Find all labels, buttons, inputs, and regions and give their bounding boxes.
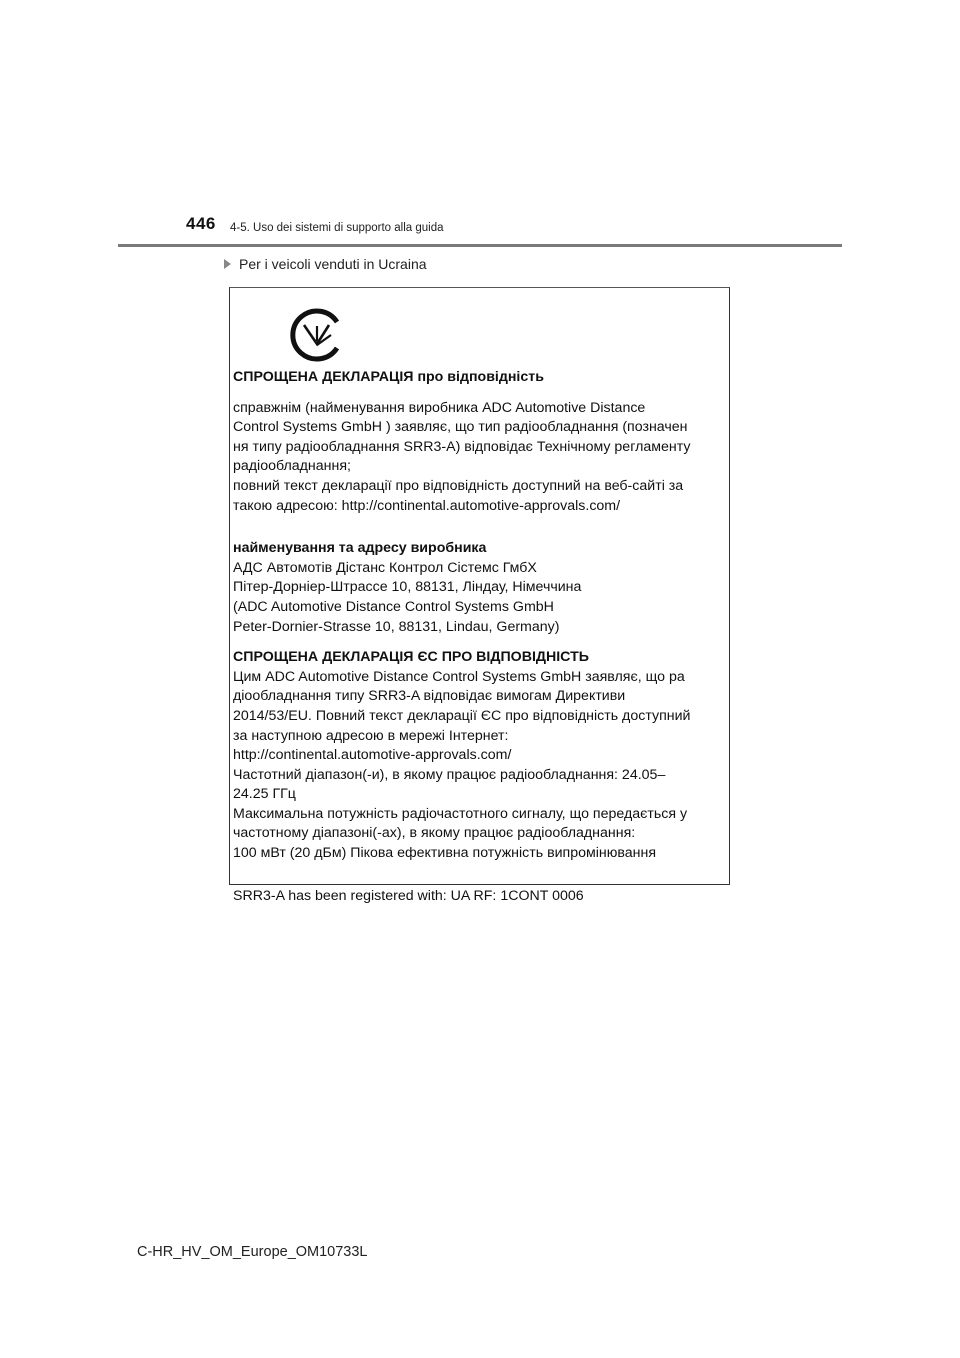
eu-declaration-line: Частотний діапазон(-и), в якому працює радіообладнання: 24.05– <box>233 766 666 783</box>
eu-declaration-line: http://continental.automotive-approvals.com/ <box>233 747 512 764</box>
declaration-line: повний текст декларації про відповідність доступний на веб-сайті за <box>233 477 684 494</box>
ukrainian-conformity-mark-icon <box>286 308 348 362</box>
declaration-line: такою адресою: http://continental.automotive-approvals.com/ <box>233 497 621 514</box>
eu-declaration-line: за наступною адресою в мережі Інтернет: <box>233 727 509 744</box>
eu-declaration-line: Цим ADC Automotive Distance Control Systems GmbH заявляє, що ра <box>233 668 685 685</box>
eu-declaration-line: 2014/53/EU. Повний текст декларації ЄС про відповідність доступний <box>233 707 691 724</box>
declaration-line: ня типу радіообладнання SRR3-A) відповідає Технічному регламенту <box>233 438 691 455</box>
declaration-line: справжнім (найменування виробника ADC Automotive Distance <box>233 399 646 416</box>
manufacturer-line: АДС Автомотів Дістанс Контрол Сістемс ГмбХ <box>233 559 537 576</box>
page-number: 446 <box>186 214 216 233</box>
eu-declaration-line: 24.25 ГГц <box>233 786 296 803</box>
subheading <box>224 256 427 272</box>
eu-declaration-line: діообладнання типу SRR3-A відповідає вимогам Директиви <box>233 688 626 705</box>
declaration-line: Control Systems GmbH ) заявляє, що тип радіообладнання (позначен <box>233 419 688 436</box>
manufacturer-line: Пітер-Дорніер-Штрассе 10, 88131, Ліндау, Німеччина <box>233 579 582 596</box>
manufacturer-line: Peter-Dornier-Strasse 10, 88131, Lindau, Germany) <box>233 618 560 635</box>
eu-declaration-heading: СПРОЩЕНА ДЕКЛАРАЦІЯ ЄС ПРО ВІДПОВІДНІСТЬ <box>233 649 589 666</box>
header-divider <box>118 244 842 247</box>
registration-line: SRR3-A has been registered with: UA RF: 1CONT 0006 <box>233 887 584 904</box>
document-footer: C-HR_HV_OM_Europe_OM10733L <box>137 1244 368 1260</box>
eu-declaration-line: 100 мВт (20 дБм) Пікова ефективна потужність випромінювання <box>233 845 657 862</box>
eu-declaration-line: частотному діапазоні(-ах), в якому працює радіообладнання: <box>233 825 636 842</box>
triangle-bullet-icon <box>224 259 231 269</box>
declaration-heading: СПРОЩЕНА ДЕКЛАРАЦІЯ про відповідність <box>233 369 544 385</box>
subheading-text: Per i veicoli venduti in Ucraina <box>239 256 427 272</box>
declaration-text <box>233 368 733 906</box>
manufacturer-heading: найменування та адресу виробника <box>233 540 487 557</box>
declaration-line: радіообладнання; <box>233 458 351 475</box>
manufacturer-line: (ADC Automotive Distance Control Systems GmbH <box>233 598 554 615</box>
section-title: 4-5. Uso dei sistemi di supporto alla guida <box>230 222 444 234</box>
eu-declaration-line: Максимальна потужність радіочастотного сигналу, що передається у <box>233 805 688 822</box>
